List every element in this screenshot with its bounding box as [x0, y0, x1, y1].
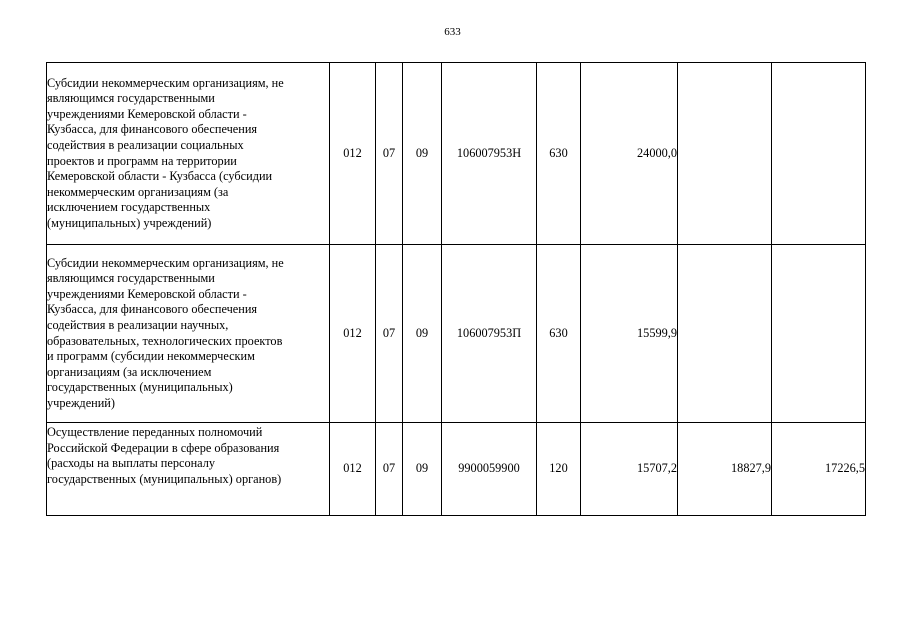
target-article-cell: 106007953П: [442, 245, 537, 423]
section-code-cell: 07: [376, 423, 403, 516]
subsection-code-cell: 09: [403, 423, 442, 516]
ministry-code-cell: 012: [330, 63, 376, 245]
amount-1-cell: 15707,2: [581, 423, 678, 516]
target-article-cell: 9900059900: [442, 423, 537, 516]
amount-2-cell: [678, 63, 772, 245]
expense-type-cell: 630: [537, 63, 581, 245]
target-article-cell: 106007953Н: [442, 63, 537, 245]
expense-type-cell: 630: [537, 245, 581, 423]
page-number: 633: [444, 26, 461, 38]
ministry-code-cell: 012: [330, 245, 376, 423]
section-code-cell: 07: [376, 63, 403, 245]
budget-table: [46, 62, 866, 516]
amount-3-cell: [772, 245, 866, 423]
amount-1-cell: 24000,0: [581, 63, 678, 245]
expense-type-cell: 120: [537, 423, 581, 516]
ministry-code-cell: 012: [330, 423, 376, 516]
description-cell: Осуществление переданных полномочий Российской Федерации в сфере образования (расходы на выплаты персоналу государственных (муниципальных) органов): [47, 423, 330, 516]
section-code-cell: 07: [376, 245, 403, 423]
amount-3-cell: 17226,5: [772, 423, 866, 516]
table-row: [47, 63, 866, 245]
description-cell: Субсидии некоммерческим организациям, не являющимся государственными учреждениями Кемеровской области - Кузбасса, для финансового обеспечения содействия в реализации научных, образовательных, технологических проектов и программ (субсидии некоммерческим организациям (за исключением государственных (муниципальных) учреждений): [47, 245, 330, 423]
amount-1-cell: 15599,9: [581, 245, 678, 423]
table-row: [47, 423, 866, 516]
table-row: [47, 245, 866, 423]
amount-2-cell: [678, 245, 772, 423]
description-cell: Субсидии некоммерческим организациям, не являющимся государственными учреждениями Кемеровской области - Кузбасса, для финансового обеспечения содействия в реализации социальных проектов и программ на территории Кемеровской области - Кузбасса (субсидии некоммерческим организациям (за исключением государственных (муниципальных) учреждений): [47, 63, 330, 245]
subsection-code-cell: 09: [403, 245, 442, 423]
amount-3-cell: [772, 63, 866, 245]
amount-2-cell: 18827,9: [678, 423, 772, 516]
subsection-code-cell: 09: [403, 63, 442, 245]
